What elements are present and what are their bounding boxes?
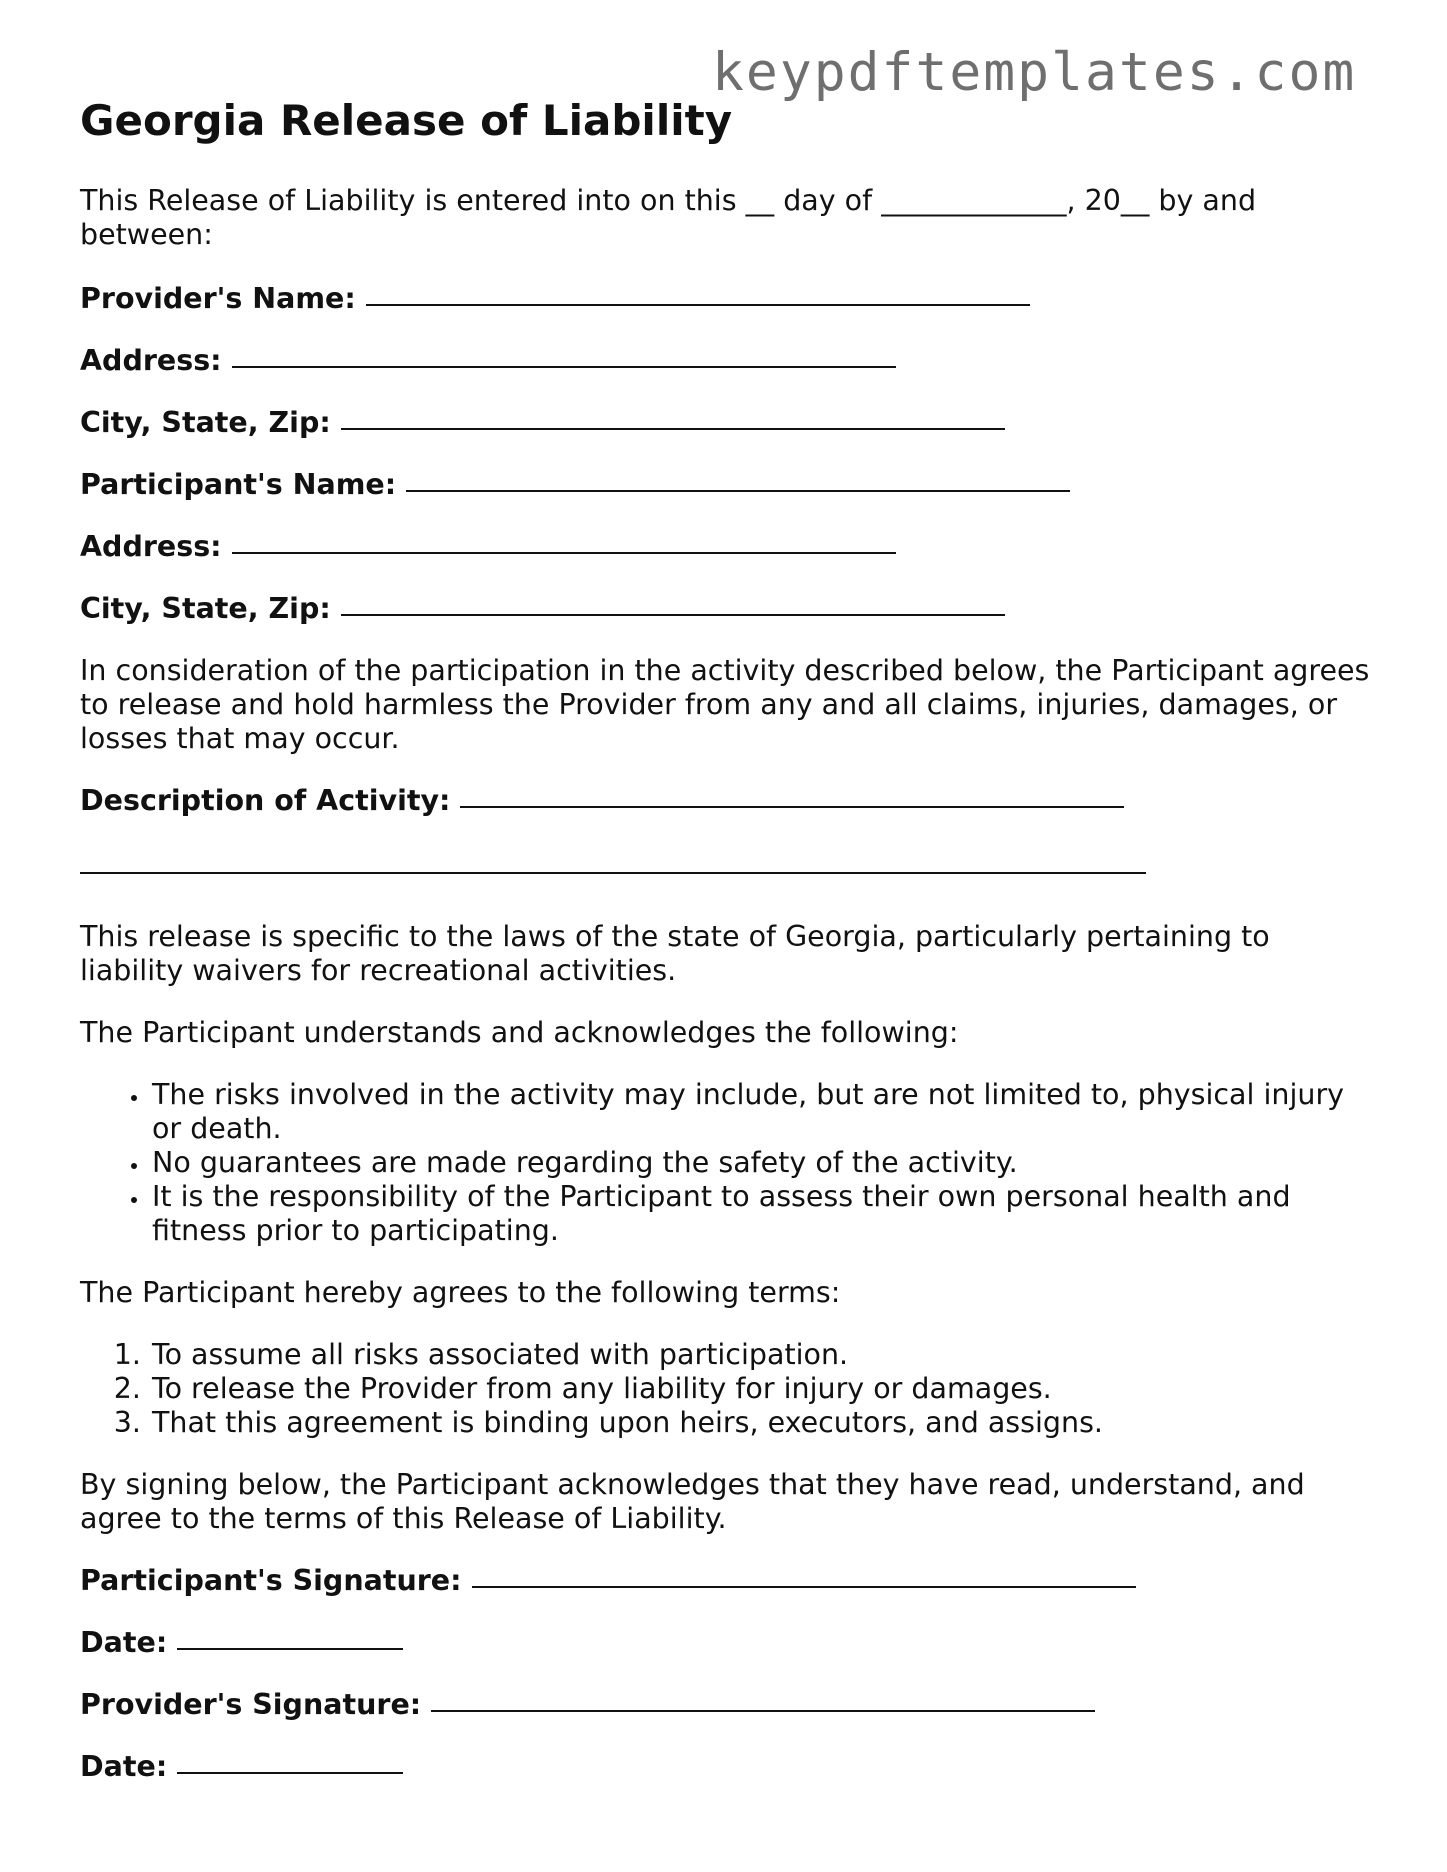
understands-intro: The Participant understands and acknowledges the following: <box>80 1016 959 1050</box>
provider-date-field <box>80 1750 1380 1784</box>
provider-date-label: Date: <box>80 1750 168 1784</box>
provider-city-label: City, State, Zip: <box>80 406 331 440</box>
terms-intro: The Participant hereby agrees to the following terms: <box>80 1276 841 1310</box>
provider-name-blank[interactable] <box>366 304 1030 306</box>
list-item: • It is the responsibility of the Participant to assess their own personal health and fitness prior to participating. <box>150 1180 1380 1248</box>
georgia-law-paragraph: This release is specific to the laws of the state of Georgia, particularly pertaining to liability waivers for recreational activities. <box>80 920 1270 988</box>
provider-signature-field <box>80 1688 1380 1722</box>
list-item: 3. That this agreement is binding upon heirs, executors, and assigns. <box>150 1406 1380 1440</box>
list-item: 1. To assume all risks associated with participation. <box>150 1338 1380 1372</box>
watermark: keypdftemplates.com <box>712 42 1357 103</box>
participant-city-field <box>80 592 1380 626</box>
provider-signature-blank[interactable] <box>431 1710 1095 1712</box>
participant-city-blank[interactable] <box>341 614 1005 616</box>
participant-name-label: Participant's Name: <box>80 468 397 502</box>
participant-signature-field <box>80 1564 1380 1598</box>
document-title: Georgia Release of Liability <box>80 96 733 145</box>
provider-address-field <box>80 344 1380 378</box>
intro-paragraph: This Release of Liability is entered into on this __ day of _____________, 20__ by and between: <box>80 184 1257 252</box>
participant-date-label: Date: <box>80 1626 168 1660</box>
participant-signature-label: Participant's Signature: <box>80 1564 462 1598</box>
provider-address-label: Address: <box>80 344 222 378</box>
list-item: 2. To release the Provider from any liability for injury or damages. <box>150 1372 1380 1406</box>
participant-name-field <box>80 468 1380 502</box>
list-item: • No guarantees are made regarding the safety of the activity. <box>150 1146 1380 1180</box>
understands-list <box>80 1078 1380 1248</box>
activity-extra-blank[interactable] <box>80 872 1146 874</box>
signing-paragraph: By signing below, the Participant acknowledges that they have read, understand, and agree to the terms of this Release of Liability. <box>80 1468 1305 1536</box>
provider-signature-label: Provider's Signature: <box>80 1688 422 1722</box>
participant-address-field <box>80 530 1380 564</box>
participant-address-label: Address: <box>80 530 222 564</box>
provider-city-blank[interactable] <box>341 428 1005 430</box>
participant-signature-blank[interactable] <box>472 1586 1136 1588</box>
activity-field <box>80 784 1380 818</box>
participant-city-label: City, State, Zip: <box>80 592 331 626</box>
provider-name-field <box>80 282 1380 316</box>
activity-blank[interactable] <box>460 806 1124 808</box>
participant-address-blank[interactable] <box>232 552 896 554</box>
activity-label: Description of Activity: <box>80 784 451 818</box>
provider-city-field <box>80 406 1380 440</box>
participant-date-field <box>80 1626 1380 1660</box>
participant-name-blank[interactable] <box>406 490 1070 492</box>
consideration-paragraph: In consideration of the participation in the activity described below, the Participant agrees to release and hold harmless the Provider from any and all claims, injuries, damages, or losses that may occur. <box>80 654 1370 756</box>
provider-name-label: Provider's Name: <box>80 282 356 316</box>
list-item: • The risks involved in the activity may include, but are not limited to, physical injury or death. <box>150 1078 1380 1146</box>
participant-date-blank[interactable] <box>177 1648 403 1650</box>
terms-list <box>80 1338 1380 1440</box>
document-page <box>80 96 1380 1812</box>
provider-date-blank[interactable] <box>177 1772 403 1774</box>
provider-address-blank[interactable] <box>232 366 896 368</box>
